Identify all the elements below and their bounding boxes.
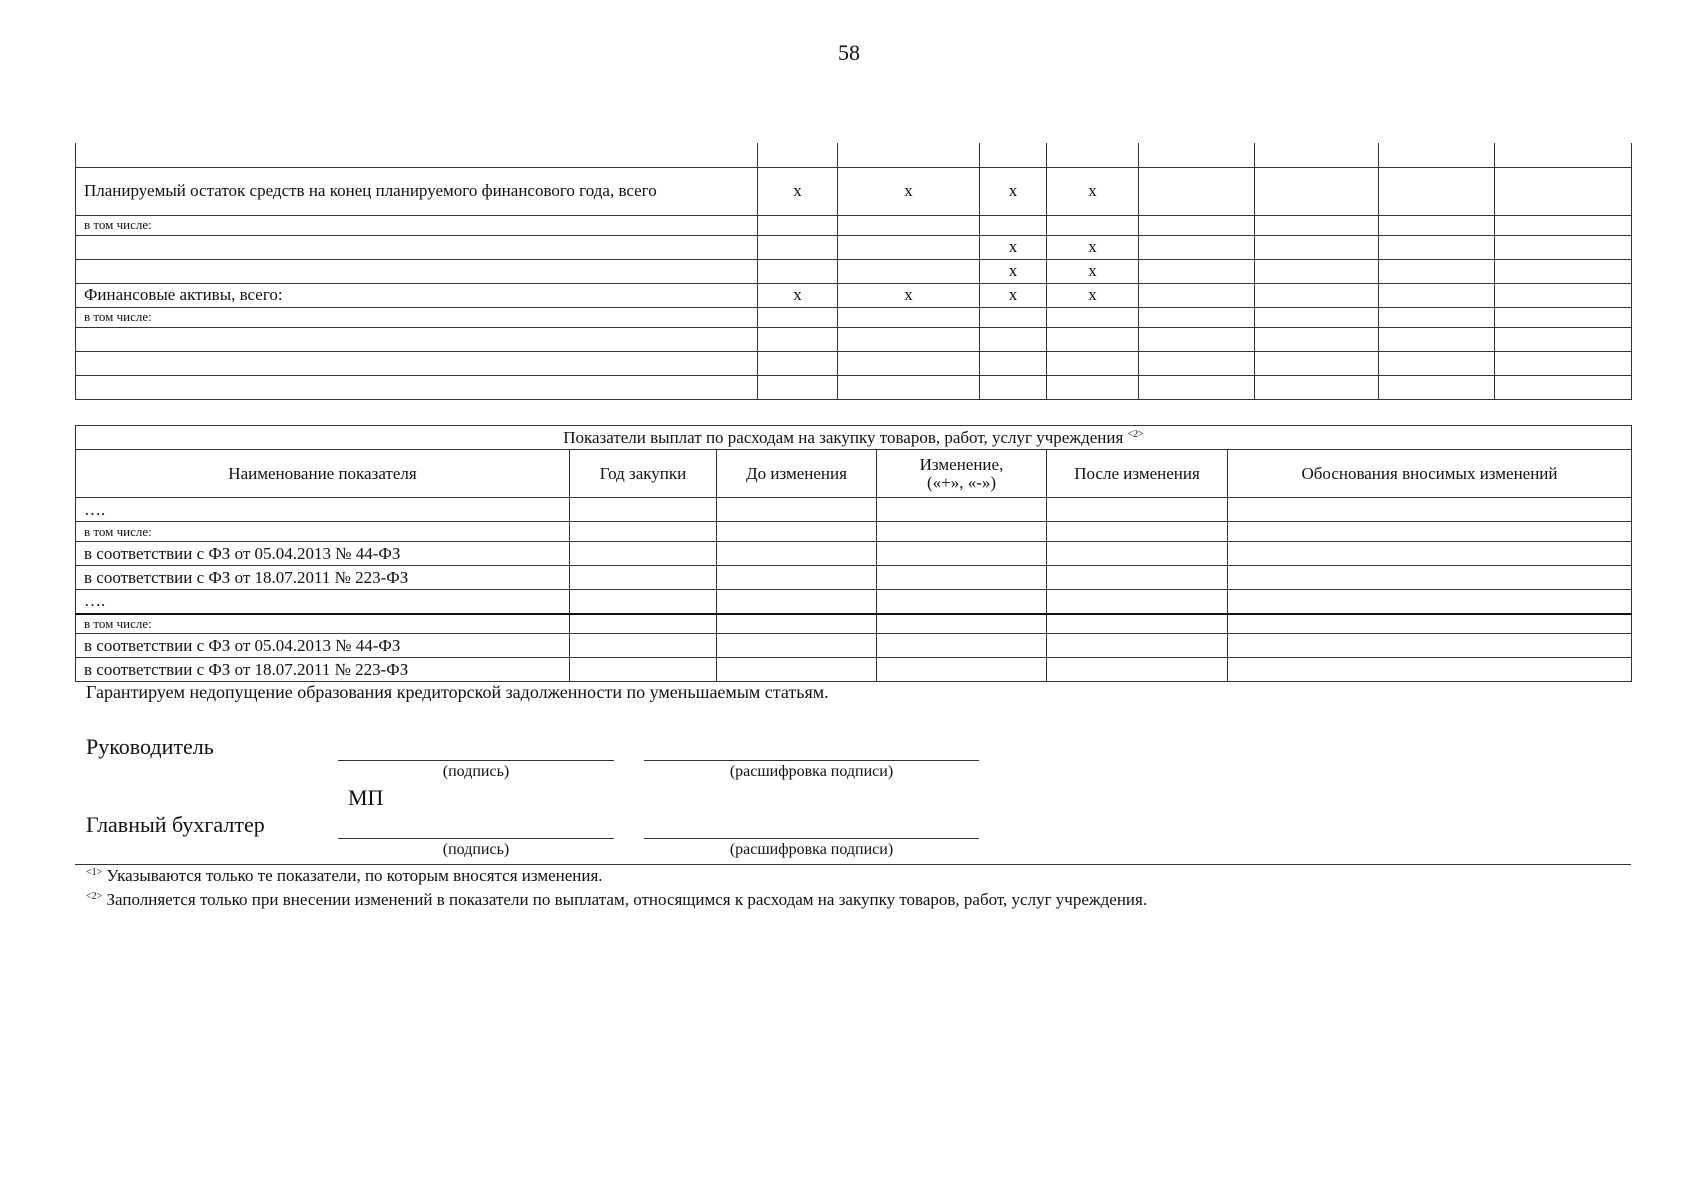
table1-cell: х — [758, 167, 838, 215]
table1-cell — [980, 351, 1047, 375]
table2-cell — [1228, 542, 1632, 566]
head-decode-caption: (расшифровка подписи) — [729, 763, 894, 780]
table2-cell — [1228, 566, 1632, 590]
table1-cell: х — [1047, 283, 1139, 307]
table1-cell — [1379, 143, 1495, 167]
accountant-label: Главный бухгалтер — [86, 812, 265, 837]
procurement-section-title — [76, 426, 1632, 450]
footnote-1-mark: <1> — [86, 867, 103, 878]
table1-row-label — [76, 235, 758, 259]
table1-cell — [980, 375, 1047, 399]
table1-cell: х — [1047, 167, 1139, 215]
header-change-label: Изменение, — [919, 454, 1004, 474]
table1-cell — [1495, 375, 1632, 399]
accountant-signature-caption: (подпись) — [442, 841, 510, 858]
table1-cell — [838, 327, 980, 351]
table1-cell — [758, 143, 838, 167]
table1-cell — [1495, 143, 1632, 167]
header-change — [877, 450, 1047, 498]
table1-cell — [1255, 167, 1379, 215]
table1-cell — [838, 143, 980, 167]
table1-cell — [1047, 307, 1139, 327]
table2-cell — [1047, 522, 1228, 542]
header-change-sub: («+», «-») — [926, 472, 997, 492]
table2-row — [76, 614, 1632, 634]
table1-cell — [1139, 235, 1255, 259]
table1-cell — [1495, 351, 1632, 375]
table2-cell — [877, 522, 1047, 542]
page-number: 58 — [838, 40, 860, 65]
table1-cell — [1139, 259, 1255, 283]
table2-row — [76, 634, 1632, 658]
table2-cell — [1228, 614, 1632, 634]
table2-cell — [1228, 498, 1632, 522]
table1-cell — [838, 351, 980, 375]
table1-row-label: в том числе: — [76, 215, 758, 235]
table2-cell — [877, 590, 1047, 614]
table2-cell — [1228, 634, 1632, 658]
table1-cell — [1379, 351, 1495, 375]
table1-cell — [1139, 375, 1255, 399]
table1-cell — [1495, 283, 1632, 307]
table1-row — [76, 375, 1632, 399]
table2-row — [76, 590, 1632, 614]
procurement-title-text: Показатели выплат по расходам на закупку товаров, работ, услуг учреждения — [563, 427, 1124, 447]
guarantee-statement: Гарантируем недопущение образования кредиторской задолженности по уменьшаемым статьям. — [86, 682, 829, 702]
table1-cell — [1255, 351, 1379, 375]
accountant-decode-line — [644, 838, 979, 839]
table1-row — [76, 215, 1632, 235]
head-signature-caption: (подпись) — [442, 763, 510, 780]
table1-cell — [1495, 167, 1632, 215]
footnote-1 — [86, 866, 603, 886]
header-indicator-name: Наименование показателя — [76, 450, 570, 498]
table1-cell: х — [1047, 235, 1139, 259]
table1-row-label — [76, 351, 758, 375]
accountant-decode-caption: (расшифровка подписи) — [729, 841, 894, 858]
table1-row-label — [76, 259, 758, 283]
table1-cell — [1379, 167, 1495, 215]
procurement-title-note: <2> — [1127, 428, 1144, 440]
head-label: Руководитель — [86, 734, 214, 759]
table2-row — [76, 522, 1632, 542]
table2-cell — [717, 542, 877, 566]
table1-cell — [838, 235, 980, 259]
table2-cell — [1047, 498, 1228, 522]
table2-row-label: …. — [76, 498, 570, 522]
table1-cell — [1255, 235, 1379, 259]
table2-row-label: в том числе: — [76, 614, 570, 634]
table1-cell: х — [1047, 259, 1139, 283]
table1-cell — [1255, 215, 1379, 235]
footnote-2-text: Заполняется только при внесении изменений в показатели по выплатам, относящимся к расходам на закупку товаров, работ, услуг учреждения. — [106, 890, 1148, 909]
table1-row — [76, 327, 1632, 351]
table1-cell — [758, 375, 838, 399]
table1-cell — [758, 215, 838, 235]
table2-row — [76, 498, 1632, 522]
table1-cell — [1255, 143, 1379, 167]
table1-cell: х — [980, 259, 1047, 283]
table1-cell — [1047, 327, 1139, 351]
table2-cell — [1228, 522, 1632, 542]
table1-row — [76, 307, 1632, 327]
table1-cell — [1495, 259, 1632, 283]
table1-cell: х — [980, 167, 1047, 215]
table2-cell — [570, 614, 717, 634]
table1-cell — [1495, 327, 1632, 351]
table1-cell — [1255, 259, 1379, 283]
table2-cell — [570, 498, 717, 522]
table2-cell — [1047, 590, 1228, 614]
table2-row-label: в том числе: — [76, 522, 570, 542]
table2-row — [76, 542, 1632, 566]
table2-cell — [570, 522, 717, 542]
table1-row-label — [76, 143, 758, 167]
footnote-2-mark: <2> — [86, 891, 103, 902]
table1-row-label — [76, 327, 758, 351]
table1-cell — [1255, 375, 1379, 399]
table1-cell — [1139, 167, 1255, 215]
table1-row — [76, 167, 1632, 215]
header-before-change: До изменения — [717, 450, 877, 498]
table1-cell — [1047, 215, 1139, 235]
table1-cell: х — [980, 235, 1047, 259]
table2-cell — [877, 566, 1047, 590]
table1-cell — [1047, 143, 1139, 167]
table1-cell — [1379, 235, 1495, 259]
table2-cell — [1047, 658, 1228, 682]
table2-row-label: …. — [76, 590, 570, 614]
table2-cell — [717, 614, 877, 634]
table1-cell — [1379, 215, 1495, 235]
accountant-signature-line — [338, 838, 614, 839]
table1-row-label: в том числе: — [76, 307, 758, 327]
table2-cell — [1047, 542, 1228, 566]
table1-row — [76, 351, 1632, 375]
table1-cell — [1139, 215, 1255, 235]
stamp-placeholder: МП — [348, 785, 384, 810]
table1-cell — [1379, 327, 1495, 351]
table2-cell — [1228, 658, 1632, 682]
table2-cell — [877, 634, 1047, 658]
table1-cell — [838, 215, 980, 235]
table2-cell — [570, 566, 717, 590]
table1-cell — [1495, 235, 1632, 259]
table2-cell — [717, 566, 877, 590]
table1-row — [76, 259, 1632, 283]
table1-row — [76, 235, 1632, 259]
table1-row-label: Планируемый остаток средств на конец планируемого финансового года, всего — [76, 167, 758, 215]
table1-cell — [1255, 283, 1379, 307]
table1-cell — [838, 307, 980, 327]
table1-cell — [1379, 283, 1495, 307]
table1-cell — [838, 375, 980, 399]
table2-cell — [717, 522, 877, 542]
table1-cell — [980, 143, 1047, 167]
table1-cell: х — [758, 283, 838, 307]
table2-cell — [877, 542, 1047, 566]
table1-cell: х — [838, 283, 980, 307]
table1-cell — [1139, 283, 1255, 307]
table1-cell — [1139, 351, 1255, 375]
table2-cell — [717, 658, 877, 682]
table2-cell — [717, 634, 877, 658]
table2-row-label: в соответствии с ФЗ от 05.04.2013 № 44-ФЗ — [76, 634, 570, 658]
table1-cell — [1139, 143, 1255, 167]
table1-cell — [980, 307, 1047, 327]
table1-cell — [1379, 259, 1495, 283]
head-decode-line — [644, 760, 979, 761]
table2-cell — [877, 614, 1047, 634]
table1-cell — [758, 307, 838, 327]
table2-row — [76, 658, 1632, 682]
table1-cell — [758, 235, 838, 259]
table1-cell — [838, 259, 980, 283]
table1-cell — [980, 327, 1047, 351]
table2-row-label: в соответствии с ФЗ от 05.04.2013 № 44-ФЗ — [76, 542, 570, 566]
table1-cell — [1047, 351, 1139, 375]
table2-row — [76, 566, 1632, 590]
table1-cell — [980, 215, 1047, 235]
table2-row-label: в соответствии с ФЗ от 18.07.2011 № 223-ФЗ — [76, 566, 570, 590]
table2-cell — [570, 542, 717, 566]
table1-cell — [1047, 375, 1139, 399]
header-purchase-year: Год закупки — [570, 450, 717, 498]
table1-cell — [1379, 307, 1495, 327]
table1-cell — [1139, 327, 1255, 351]
table1-cell — [1495, 215, 1632, 235]
table1-cell — [758, 351, 838, 375]
table2-cell — [1047, 634, 1228, 658]
footnote-separator — [75, 864, 1631, 865]
table1-row — [76, 283, 1632, 307]
table1-row-label: Финансовые активы, всего: — [76, 283, 758, 307]
financial-indicators-table — [75, 143, 1632, 400]
table1-cell — [758, 327, 838, 351]
table1-cell — [1139, 307, 1255, 327]
footnote-1-text: Указываются только те показатели, по которым вносятся изменения. — [106, 866, 603, 885]
table2-cell — [1228, 590, 1632, 614]
table2-cell — [717, 590, 877, 614]
table1-cell — [1379, 375, 1495, 399]
head-signature-line — [338, 760, 614, 761]
header-justification: Обоснования вносимых изменений — [1228, 450, 1632, 498]
table2-cell — [570, 634, 717, 658]
table2-cell — [570, 590, 717, 614]
table2-cell — [1047, 566, 1228, 590]
table1-row — [76, 143, 1632, 167]
table1-cell: х — [838, 167, 980, 215]
procurement-payments-table — [75, 425, 1632, 682]
table2-cell — [877, 498, 1047, 522]
table1-row-label — [76, 375, 758, 399]
table2-cell — [717, 498, 877, 522]
table2-cell — [570, 658, 717, 682]
table1-cell — [1255, 307, 1379, 327]
table1-cell: х — [980, 283, 1047, 307]
table1-cell — [1495, 307, 1632, 327]
footnote-2 — [86, 890, 1147, 910]
table2-cell — [877, 658, 1047, 682]
table2-cell — [1047, 614, 1228, 634]
table1-cell — [1255, 327, 1379, 351]
table1-cell — [758, 259, 838, 283]
header-after-change: После изменения — [1047, 450, 1228, 498]
table2-row-label: в соответствии с ФЗ от 18.07.2011 № 223-ФЗ — [76, 658, 570, 682]
